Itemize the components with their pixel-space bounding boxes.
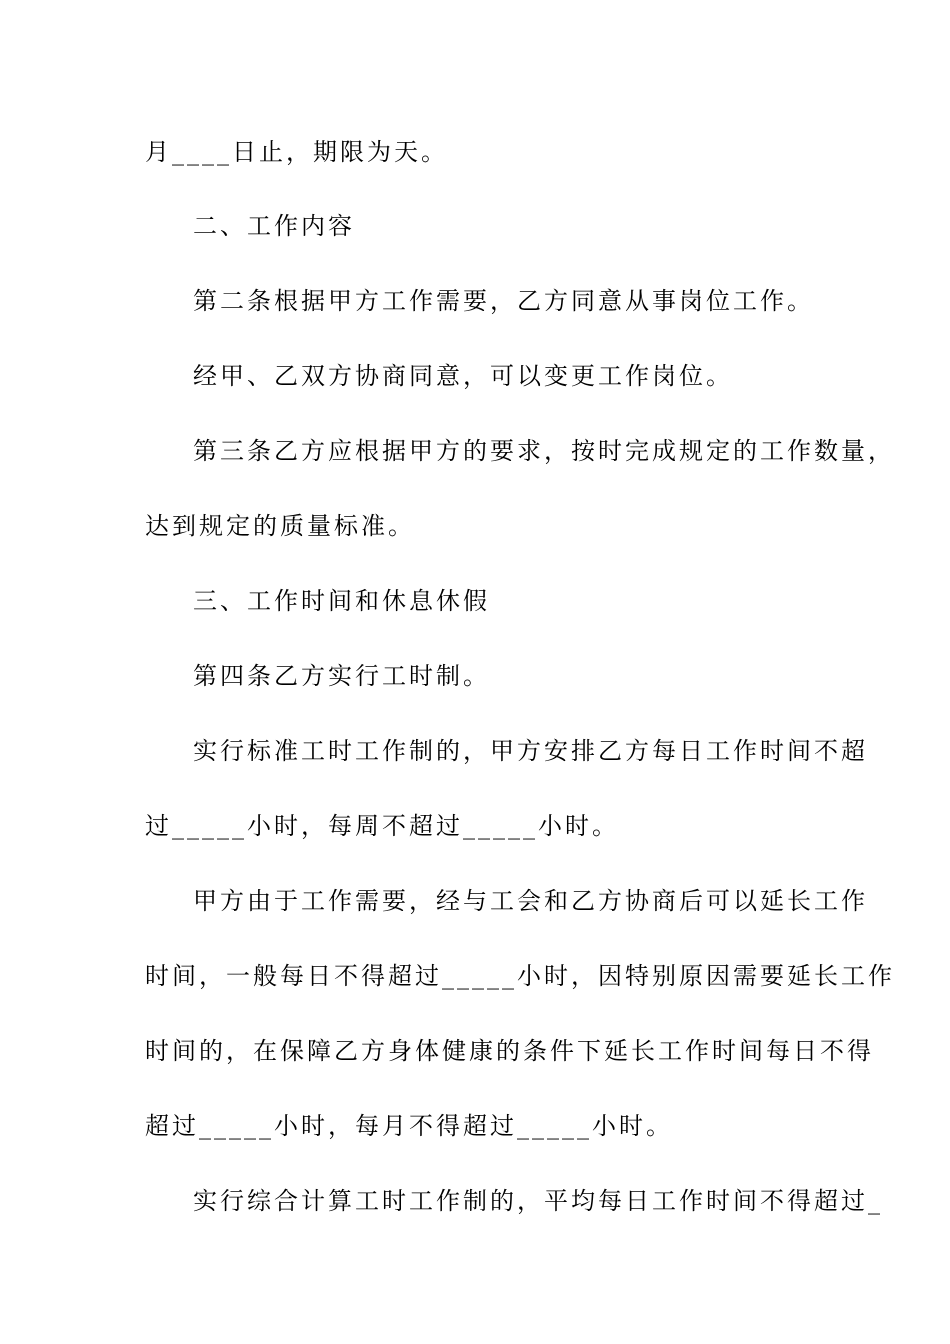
overtime-line-4: 超过_____小时，每月不得超过_____小时。 — [145, 1112, 673, 1140]
standard-hours-line-1: 实行标准工时工作制的，甲方安排乙方每日工作时间不超 — [193, 737, 868, 765]
section-heading-working-hours: 三、工作时间和休息休假 — [193, 587, 490, 615]
article-2-line: 第二条根据甲方工作需要，乙方同意从事岗位工作。 — [193, 287, 814, 315]
section-heading-work-content: 二、工作内容 — [193, 212, 355, 240]
overtime-line-3: 时间的，在保障乙方身体健康的条件下延长工作时间每日不得 — [145, 1037, 874, 1065]
overtime-line-2: 时间，一般每日不得超过_____小时，因特别原因需要延长工作 — [145, 962, 895, 990]
overtime-line-1: 甲方由于工作需要，经与工会和乙方协商后可以延长工作 — [193, 887, 868, 915]
comprehensive-hours-line: 实行综合计算工时工作制的，平均每日工作时间不得超过_ — [193, 1187, 883, 1215]
article-3-line-1: 第三条乙方应根据甲方的要求，按时完成规定的工作数量， — [193, 437, 895, 465]
text-line-4: 经甲、乙双方协商同意，可以变更工作岗位。 — [193, 362, 733, 390]
standard-hours-line-2: 过_____小时，每周不超过_____小时。 — [145, 812, 619, 840]
text-line-1: 月____日止，期限为天。 — [145, 138, 448, 166]
article-4-line: 第四条乙方实行工时制。 — [193, 662, 490, 690]
article-3-line-2: 达到规定的质量标准。 — [145, 512, 415, 540]
